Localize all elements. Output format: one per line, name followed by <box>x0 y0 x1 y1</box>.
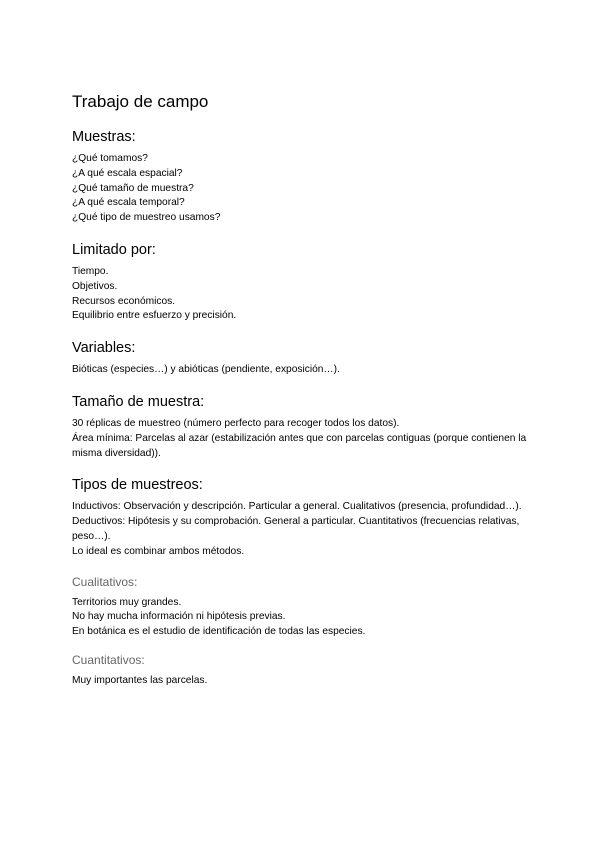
section-line: Inductivos: Observación y descripción. Particular a general. Cualitativos (presencia, profundidad…). <box>72 501 522 513</box>
section-variables <box>72 339 532 378</box>
section-line: Tiempo. <box>72 265 109 277</box>
section-line: En botánica es el estudio de identificación de todas las especies. <box>72 626 366 638</box>
section-heading: Tamaño de muestra: <box>72 393 205 410</box>
section-line: Bióticas (especies…) y abióticas (pendiente, exposición…). <box>72 364 340 376</box>
section-line: No hay mucha información ni hipótesis previas. <box>72 611 286 623</box>
section-heading: Muestras: <box>72 129 136 145</box>
section-line: Equilibrio entre esfuerzo y precisión. <box>72 310 237 322</box>
section-line: ¿A qué escala espacial? <box>72 167 183 179</box>
section-line: Recursos económicos. <box>72 295 176 307</box>
section-muestras <box>72 128 532 226</box>
section-line: ¿Qué tipo de muestreo usamos? <box>72 212 221 224</box>
section-line: ¿A qué escala temporal? <box>72 197 185 209</box>
section-line: Territorios muy grandes. <box>72 596 182 608</box>
section-limitado-por <box>72 241 532 324</box>
section-line: 30 réplicas de muestreo (número perfecto para recoger todos los datos). <box>72 417 400 429</box>
section-line: ¿Qué tomamos? <box>72 153 148 164</box>
section-line: ¿Qué tamaño de muestra? <box>72 182 194 194</box>
section-heading: Variables: <box>72 340 136 357</box>
section-line: Área mínima: Parcelas al azar (estabilización antes que con parcelas contiguas (porque contienen la misma diversidad)). <box>72 432 527 459</box>
page-title: Trabajo de campo <box>72 92 209 111</box>
subsection-heading: Cualitativos: <box>72 574 138 589</box>
section-heading: Tipos de muestreos: <box>72 477 203 494</box>
section-line: Deductivos: Hipótesis y su comprobación. General a particular. Cuantitativos (frecuencias relativas, peso…). <box>72 516 520 542</box>
document-content <box>72 92 532 702</box>
section-tipos-de-muestreos <box>72 476 532 559</box>
section-line: Lo ideal es combinar ambos métodos. <box>72 545 245 557</box>
subsection-heading: Cuantitativos: <box>72 652 145 667</box>
section-heading: Limitado por: <box>72 241 156 258</box>
section-cuantitativos <box>72 653 532 689</box>
section-line: Objetivos. <box>72 280 118 292</box>
section-line: Muy importantes las parcelas. <box>72 674 208 686</box>
section-tamano-de-muestra <box>72 393 532 461</box>
section-cualitativos <box>72 575 532 640</box>
